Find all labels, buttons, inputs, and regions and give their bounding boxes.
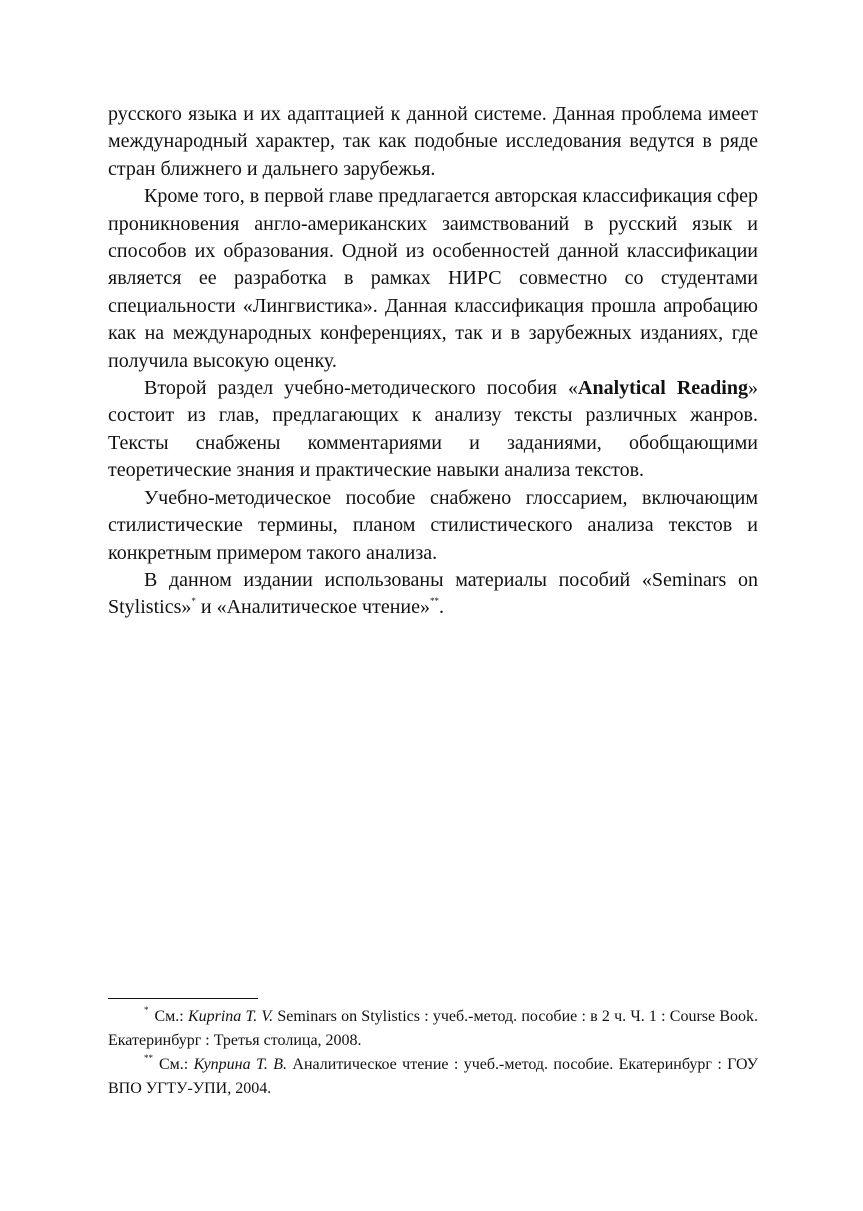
footnote-2-author: Куприна Т. В. bbox=[193, 1056, 288, 1073]
footnote-2-text: Аналитическое чтение : учеб.-метод. пособие. Екатеринбург : ГОУ ВПО УГТУ-УПИ, 2004. bbox=[108, 1056, 759, 1097]
footnote-1-author: Kuprina T. V. bbox=[187, 1008, 274, 1025]
paragraph-3-text-end: » состоит из глав, предлагающих к анализу тексты различных жанров. Тексты снабжены комментариями и заданиями, обобщающими теоретические знания и практические навыки анализа текстов. bbox=[108, 377, 758, 482]
footnote-1-text: Seminars on Stylistics : учеб.-метод. пособие : в 2 ч. Ч. 1 : Course Book. Екатеринбург : Третья столица, 2008. bbox=[108, 1008, 758, 1049]
paragraph-5-text-c: . bbox=[438, 596, 444, 619]
footnote-1-prefix: См.: bbox=[154, 1008, 188, 1025]
paragraph-3 bbox=[108, 375, 758, 485]
footnote-1 bbox=[108, 1005, 758, 1053]
paragraph-5 bbox=[108, 567, 758, 622]
paragraph-4: Учебно-методическое пособие снабжено глоссарием, включающим стилистические термины, планом стилистического анализа текстов и конкретным примером такого анализа. bbox=[108, 486, 758, 564]
footnote-1-mark: * bbox=[144, 1005, 149, 1015]
footnote-ref-2: ** bbox=[429, 596, 439, 607]
paragraph-5-text-a: В данном издании использованы материалы пособий «Seminars on Stylistics» bbox=[108, 568, 758, 619]
main-text bbox=[108, 101, 758, 622]
paragraph-1: русского языка и их адаптацией к данной системе. Данная проблема имеет международный характер, так как подобные исследования ведутся в ряде стран ближнего и дальнего зарубежья. bbox=[108, 103, 758, 180]
footnote-2-mark: ** bbox=[144, 1053, 153, 1063]
footnotes bbox=[108, 1005, 758, 1101]
footnote-separator bbox=[108, 998, 258, 999]
footnote-2-prefix: См.: bbox=[159, 1056, 194, 1073]
paragraph-2: Кроме того, в первой главе предлагается авторская классификация сфер проникновения англо-американских заимствований в русский язык и способов их образования. Одной из особенностей данной классификации является ее разработка в рамках НИРС совместно со студентами специальности «Лингвистика». Данная классификация прошла апробацию как на международных конференциях, так и в зарубежных изданиях, где получила высокую оценку. bbox=[108, 185, 758, 372]
footnote-ref-1: * bbox=[191, 596, 196, 607]
book-title-analytical-reading: Analytical Reading bbox=[578, 377, 748, 400]
paragraph-5-text-b: и «Аналитическое чтение» bbox=[195, 596, 430, 619]
paragraph-3-text-start: Второй раздел учебно-методического пособия « bbox=[144, 377, 578, 400]
footnote-2 bbox=[108, 1053, 758, 1101]
